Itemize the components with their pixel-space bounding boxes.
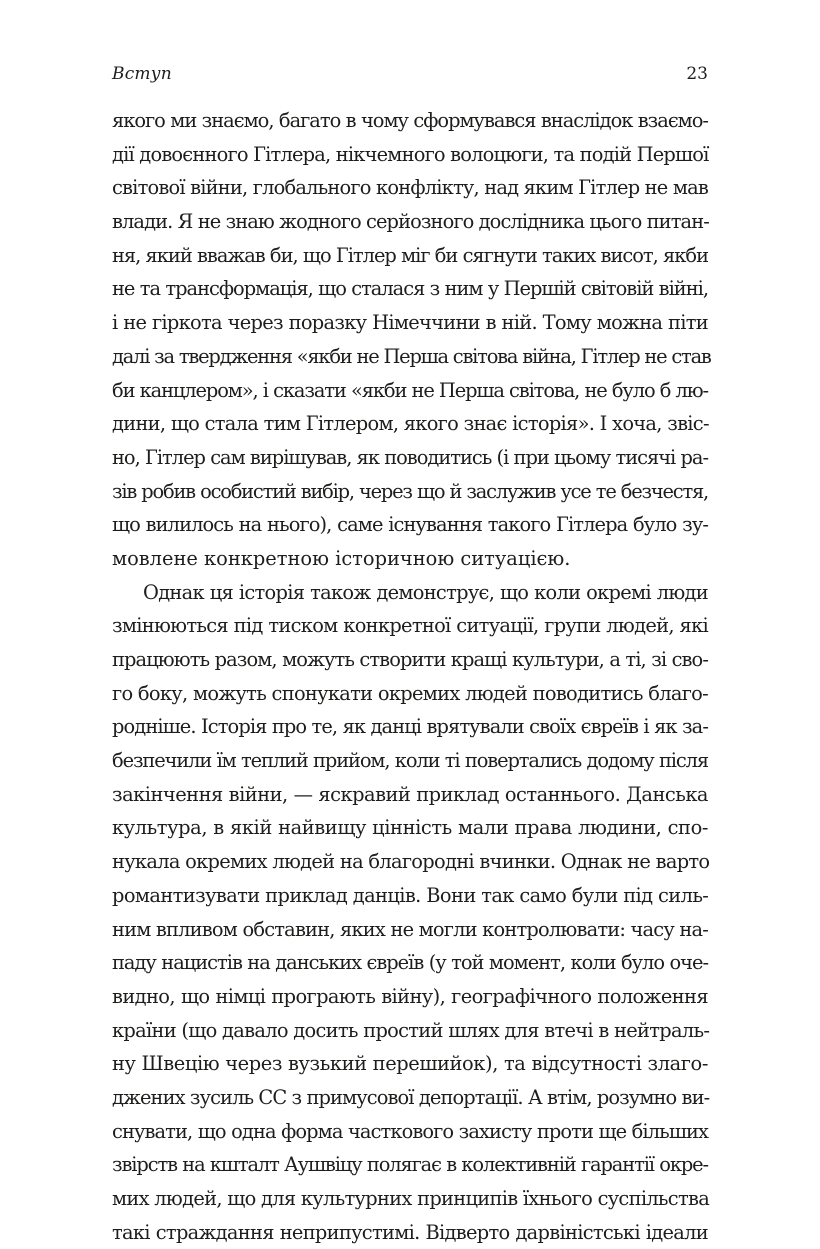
text-line: світової війни, глобального конфлікту, над яким Гітлер не мав — [112, 176, 708, 200]
text-line: змінюються під тиском конкретної ситуації, групи людей, які — [112, 614, 708, 638]
text-line-paragraph-start: Однак ця історія також демонструє, що коли окремі люди — [143, 580, 708, 604]
text-line: зів робив особистий вибір, через що й заслужив усе те безчестя, — [112, 479, 708, 503]
text-line: і не гіркота через поразку Німеччини в ній. Тому можна піти — [112, 311, 708, 335]
text-line: культура, в якій найвищу цінність мали права людини, спо- — [112, 816, 708, 840]
text-line: джених зусиль СС з примусової депортації. А втім, розумно ви- — [112, 1085, 710, 1109]
text-line: паду нацистів на данських євреїв (у той момент, коли було оче- — [112, 951, 708, 975]
text-line: такі страждання неприпустимі. Відверто дарвіністські ідеали — [112, 1220, 708, 1244]
text-line: не та трансформація, що сталася з ним у Першій світовій війні, — [112, 277, 708, 301]
text-line: би канцлером», і сказати «якби не Перша світова, не було б лю- — [112, 378, 708, 402]
text-line: влади. Я не знаю жодного серйозного дослідника цього питан- — [112, 210, 709, 234]
text-line: безпечили їм теплий прийом, коли ті повертались додому після — [112, 749, 708, 773]
text-line: го боку, можуть спонукати окремих людей поводитись благо- — [112, 681, 708, 705]
text-line: якого ми знаємо, багато в чому сформувався внаслідок взаємо- — [112, 109, 708, 132]
text-line: снувати, що одна форма часткового захисту проти ще більших — [112, 1119, 708, 1143]
text-line-paragraph-end: мовлене конкретною історичною ситуацією. — [112, 546, 571, 570]
text-line: родніше. Історія про те, як данці врятували своїх євреїв і як за- — [112, 715, 708, 739]
page-number: 23 — [686, 64, 708, 84]
text-line: далі за твердження «якби не Перша світова війна, Гітлер не став — [112, 344, 711, 368]
text-line: дії довоєнного Гітлера, нікчемного волоцюги, та подій Першої — [112, 142, 709, 166]
body-text — [112, 104, 711, 1249]
text-line: дини, що стала тим Гітлером, якого знає історія». І хоча, звіс- — [112, 412, 709, 436]
text-line: звірств на кшталт Аушвіцу полягає в колективній гарантії окре- — [112, 1153, 708, 1177]
text-line: ну Швецію через вузький перешийок), та відсутності злаго- — [112, 1052, 708, 1076]
text-line: мих людей, що для культурних принципів їхнього суспільства — [112, 1187, 710, 1210]
text-line: ня, який вважав би, що Гітлер міг би сягнути таких висот, якби — [112, 243, 708, 267]
text-line: працюють разом, можуть створити кращі культури, а ті, зі сво- — [112, 648, 708, 671]
text-line: країни (що давало досить простий шлях для втечі в нейтраль- — [112, 1018, 710, 1042]
text-line: що вилилось на нього), саме існування такого Гітлера було зу- — [112, 513, 708, 537]
text-line: нукала окремих людей на благородні вчинки. Однак не варто — [112, 850, 710, 874]
text-line: но, Гітлер сам вирішував, як поводитись (і при цьому тисячі ра- — [112, 445, 708, 469]
running-head: Вступ — [112, 64, 172, 84]
text-line: романтизувати приклад данців. Вони так само були під силь- — [112, 883, 709, 907]
text-line: ним впливом обставин, яких не могли контролювати: часу на- — [112, 917, 708, 941]
text-line: закінчення війни, — яскравий приклад останнього. Данська — [112, 782, 708, 806]
text-line: видно, що німці програють війну), географічного положення — [112, 984, 708, 1008]
